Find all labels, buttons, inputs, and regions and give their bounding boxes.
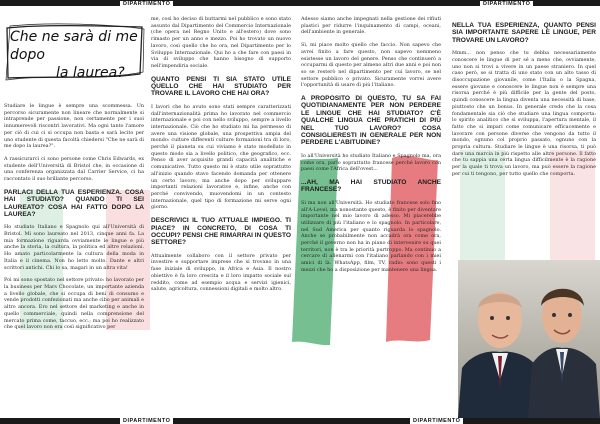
column-3: [301, 16, 441, 280]
article-title-line1: Che ne sarà di me dopo: [10, 29, 138, 63]
answer-3-end: Adesso siamo anche impegnati nella gestione dei rifiuti plastici per ridurre l'inquinamento di campi, oceani, dell'ambiente in generale.: [301, 16, 441, 36]
question-6: NELLA TUA ESPERIENZA, QUANTO PENSI SIA IMPORTANTE SAPERE LE LINGUE, PER TROVARE UN LAVORO?: [452, 22, 596, 44]
department-label-top-right: DIPARTIMENTO: [480, 1, 533, 7]
answer-2: I lavori che ho avuto sono stati sempre caratterizzati dall'internazionalità prima ho lavorato nel commercio internazionale e poi con nello sviluppo, sempre a livello internazionale. Ciò che ho studiato mi ha permesso di avere una visione globale, una prospettiva ampia del mondo: culture differenti culture formazioni tra di loro, perché il pianeta su cui viviamo è stato modellato in questo modo sia a livello politico, che geografico, ecc. Penso di aver acquisito grandi capacità analitiche e comunicative. Tutto questo mi è stato utile soprattutto all'inizio quando stavo facendo domanda per ottenere un certo lavoro, ma anche dopo per sviluppare importanti relazioni lavorative e, infine, anche con perché convivendo, muovendomi in un contesto internazionale, quel tipo di formazione mi serve ogni giorno.: [151, 103, 291, 211]
answer-6: Mmm... non penso che tu debba necessariamente conoscere le lingue di per sé a meno che, ovviamente, uno non si trovi a vivere in un paese straniero. In quel caso però, se si tratta di uno stato con un alto tasso di disoccupazione giovanile, come l'Italia o la Spagna, essere giovane e conoscere le lingue non è sempre una risorsa perché è più difficile per la gente del posto, quindi conoscere la lingua diventa una necessità di base, piuttosto che un bonus. In generale credo che la cosa fondamentale sia ciò che studiare una lingua comporta: lo spirito analitico che si sviluppa, l'apertura mentale, il fatto che si impari come comunicare efficacemente e lavorare con persone diverse che vengono da tutto il mondo, ognuno col proprio passato, ognuno con la propria cultura. Studiare le lingue è una risorsa, ti può dare una marcia in più rispetto alle altre persone. Il fatto che tu sappia una certa lingua difficilmente è la ragione per la quale ti trova un lavoro, ma può essere la ragione per cui ti tengono, per tutto quello che comporta.: [452, 50, 596, 177]
article-title-box: [4, 22, 146, 82]
article-title: [10, 28, 140, 82]
intro-paragraph-2: A rassicurarci ci sono persone come Chris Edwards, ex studente dell'Università di Bristol che, in occasione di una conferenza organizzata dal Carrier Service, ci ha raccontato il suo brillante percorso.: [4, 155, 144, 183]
article-title-line2: la laurea?: [56, 65, 125, 81]
question-4: A PROPOSITO DI QUESTO, TU SA FAI QUOTIDIANAMENTE PER NON PERDERE LE LINGUE CHE HAI STUDIATO? C'È QUALCHE LINGUA CHE PRATICHI DI PIÙ NEL TUO LAVORO? COSA CONSIGLIERESTI IN GENERALE PER NON PERDERE L'ABITUDINE?: [301, 95, 441, 147]
bottom-bar: [0, 418, 600, 424]
answer-3-more: Sì, mi piace molto quello che faccio. Non sapevo che avrei finito a fare questo, non sapevo nemmeno esistesse un lavoro del genere. Penso che continuerò a occuparmi di questo per almeno altri due anni e poi non so se resterò nel dipartimento per cui lavoro, se nel settore pubblico o privato. Sicuramente vorrei avere l'opportunità di usare di più l'italiano.: [301, 42, 441, 89]
department-label-top-left: DIPARTIMENTO: [120, 1, 173, 7]
column-2: [151, 16, 291, 299]
answer-1-continued: Poi mi sono spostato nel settore privato: ho lavorato per la business per Mars Chocolate, un importante azienda a livello globale, che si occupa di beni di consumo e vende prodotti confezionati ma anche cibo per animali e altro ancora. Ero nel settore del marketing e anche in quello commerciale, quindi nella comprensione del mercato prima come, taccuo, ecc.; ma poi ho realizzato che quel lavoro non era così significativo per: [4, 277, 144, 331]
answer-5: Si ma non all'Università. Ho studiato francese solo fino all'A-Level, ma nonostante questo, è finito per diventare importante nel mio lavoro di adesso. Mi piacerebbe utilizzare di più l'italiano e lo spagnolo. In particolare, nel Sud America per quanto riguarda lo spagnolo. Anche se probabilmente non accadrà ora come ora, perché il governo non ha in piano di intervenire su quei territori, non è tra le priorità purtroppo. Ma continuo a cercare di allenarmi con l'italiano parlando con i miei amici di là. WhatsApp, film, TV, radio: sono questi i mezzi che ho a disposizione per mantenere una lingua.: [301, 199, 441, 273]
question-2: QUANTO PENSI TI SIA STATO UTILE QUELLO CHE HAI STUDIATO PER TROVARE IL LAVORO CHE HAI ORA?: [151, 75, 291, 98]
interview-photo: [458, 260, 600, 418]
department-label-bottom-left: DIPARTIMENTO: [120, 418, 173, 424]
two-people-photo-icon: [458, 260, 600, 418]
column-1: [4, 103, 144, 337]
answer-1-end: me, così ho deciso di buttarmi nel pubblico e sono stato assunto dal Dipartimento del Commercio Internazionale (che opera nel Regno Unito e all'estero) dove sono rimasto per un anno e mezzo. Poi ho trovato un nuovo lavoro, così quello che ho ora, nel Dipartimento per lo Sviluppo Internazionale. Qui ho a che fare con paesi in via di sviluppo che hanno bisogno di supporto nell'impendiria sociale.: [151, 16, 291, 69]
answer-4: Io all'Università ho studiato Italiano e Spagnolo ma, ora come ora, parlo soprattutto francese perché lavoro con paesi come l'Africa dell'ovest...: [301, 152, 441, 173]
question-1: PARLACI DELLA TUA ESPERIENZA. COSA HAI STUDIATO? QUANDO TI SEI LAUREATO? COSA HAI FATTO DOPO LA LAUREA?: [4, 188, 144, 218]
answer-1: Ho studiato Italiano e Spagnolo qui all'Università di Bristol. Mi sono laureato nel 2013, cinque anni fa. La mia formazione riguarda ovviamente le lingue e più anche la storia, la cultura, la politica ed altre relazioni. Ho amato particolarmente la cultura della moda in Italia e il cinema. Non ho letto molto. Dante e altri scrittori antichi. Chi lo sa, magari in un altra vita!: [4, 224, 144, 271]
italian-flag-decoration-right: [460, 150, 595, 260]
intro-paragraph: Studiare le lingue è sempre una scommessa. Un percorso sicuramente non lineare che normalmente si intraprende per passione, non certamente per i suoi innumerevoli riscontri lavorativi. Ma ogni tanto l'amore per ciò di cui ci si occupa non basta e sarà lecito per uno studente di questa facoltà chiedersi "Che ne sarà di me dopo la laurea?".: [4, 103, 144, 150]
question-3: DESCRIVICI IL TUO ATTUALE IMPIEGO. TI PIACE? IN CONCRETO, DI COSA TI OCCUPI? PENSI CHE RIMARRAI IN QUESTO SETTORE?: [151, 217, 291, 247]
question-5: ...AH, MA HAI STUDIATO ANCHE FRANCESE?: [301, 178, 441, 194]
department-label-bottom-right: DIPARTIMENTO: [410, 418, 463, 424]
answer-3: Attualmente collaboro con il settore privato per investire e supportare imprese che si trovano in una fase iniziale di sviluppo, in Africa e Asia. Il nostro obiettivo è fa loro crescita e il loro impatto sociale sul reddito, come ad esempio acqua e servizi igienici, salute, agricoltura, connessioni digitali e molto altro.: [151, 252, 291, 293]
